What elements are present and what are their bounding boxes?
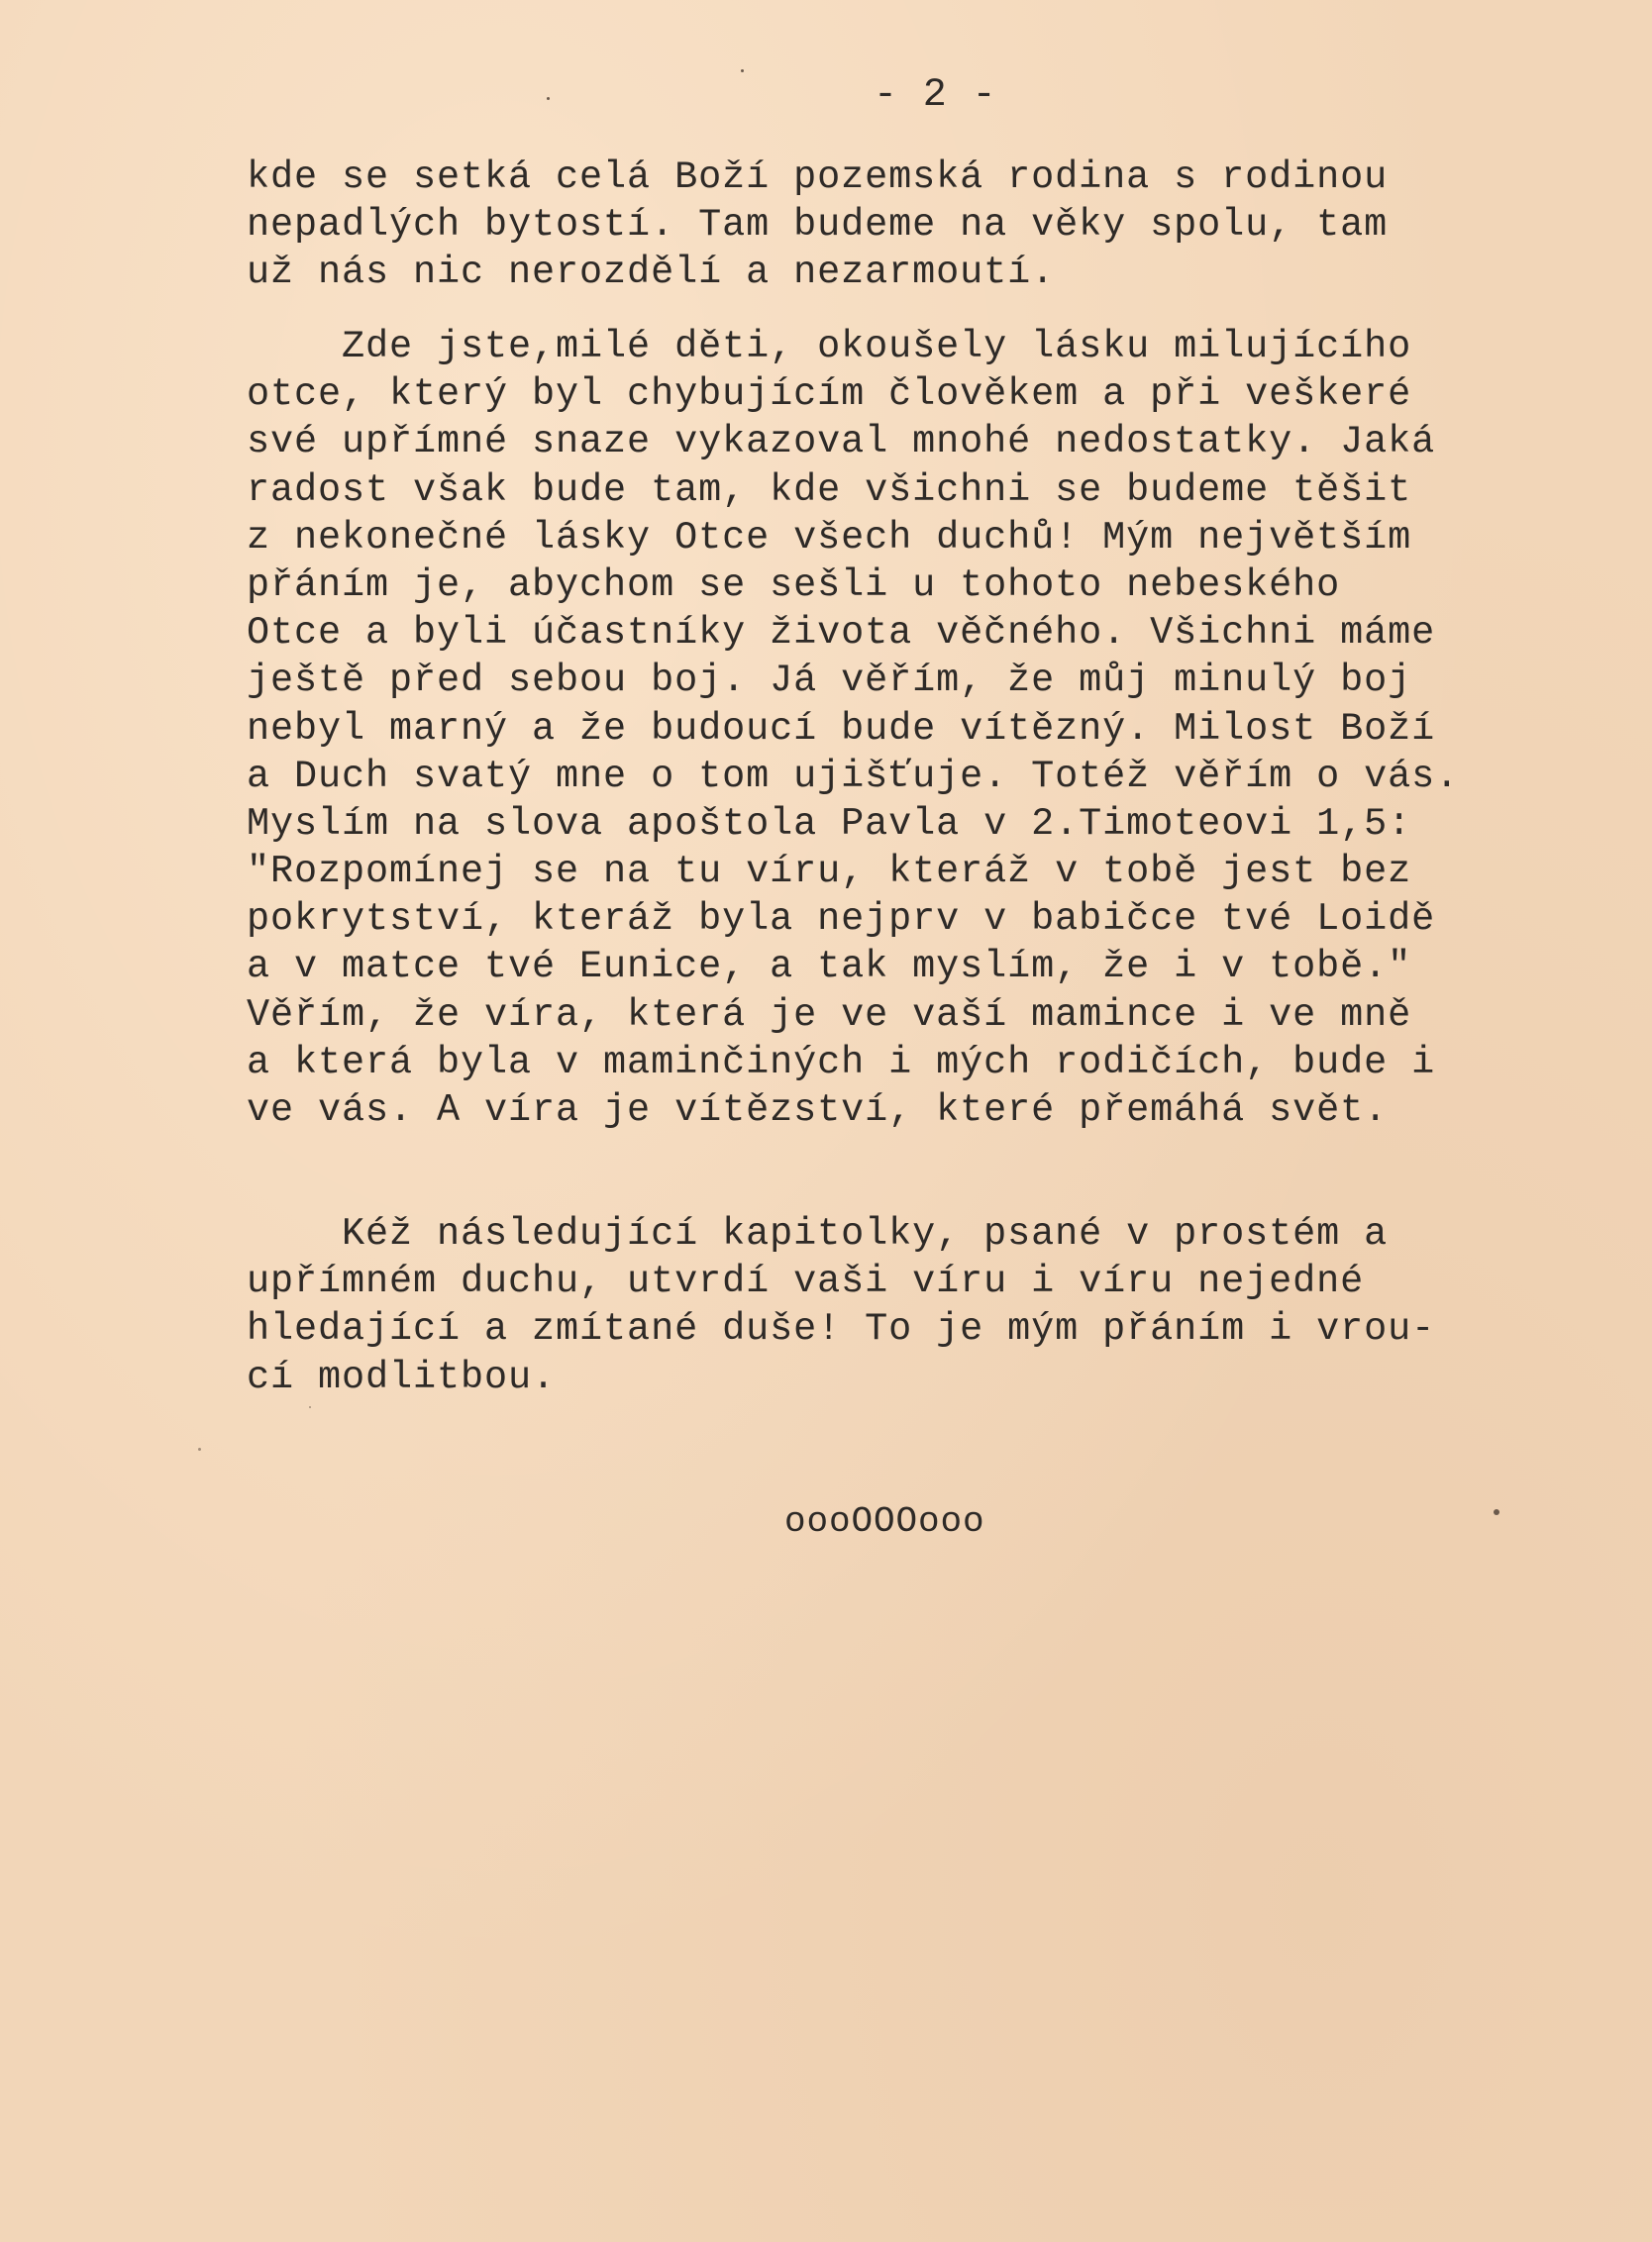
paper-speck [198, 1448, 201, 1451]
text-line: nebyl marný a že budoucí bude vítězný. Milost Boží [247, 706, 1436, 751]
paper-speck [309, 1406, 311, 1408]
text-line: a v matce tvé Eunice, a tak myslím, že i v tobě." [247, 945, 1412, 989]
paragraph-3 [247, 1210, 1574, 1401]
text-line: Otce a byli účastníky života věčného. Všichni máme [247, 611, 1436, 656]
text-line: nepadlých bytostí. Tam budeme na věky spolu, tam [247, 203, 1389, 248]
text-line: z nekonečné lásky Otce všech duchů! Mým největším [247, 515, 1412, 560]
text-line: Věřím, že víra, která je ve vaší mamince i ve mně [247, 992, 1412, 1037]
text-line: cí modlitbou. [247, 1355, 557, 1399]
text-line: otce, který byl chybujícím člověkem a při veškeré [247, 372, 1412, 417]
text-line: Kéž následující kapitolky, psané v prostém a [247, 1212, 1389, 1256]
paper-speck [1494, 1509, 1499, 1515]
paper-speck [741, 69, 744, 72]
text-line: ještě před sebou boj. Já věřím, že můj minulý boj [247, 659, 1412, 703]
text-line: Myslím na slova apoštola Pavla v 2.Timoteovi 1,5: [247, 801, 1412, 846]
text-line: radost však bude tam, kde všichni se budeme těšit [247, 467, 1412, 512]
paragraph-1 [247, 153, 1574, 297]
paper-speck [547, 97, 550, 100]
text-line: přáním je, abychom se sešli u tohoto nebeského [247, 562, 1341, 607]
section-separator: oooOOOooo [784, 1501, 985, 1542]
text-line: své upřímné snaze vykazoval mnohé nedostatky. Jaká [247, 420, 1436, 464]
text-line: "Rozpomínej se na tu víru, kteráž v tobě jest bez [247, 850, 1412, 894]
text-line: Zde jste,milé děti, okoušely lásku milujícího [247, 325, 1412, 368]
text-line: kde se setká celá Boží pozemská rodina s rodinou [247, 155, 1389, 199]
text-line: a která byla v maminčiných i mých rodičích, bude i [247, 1040, 1436, 1084]
text-line: hledající a zmítané duše! To je mým přáním i vrou- [247, 1307, 1436, 1352]
text-line: už nás nic nerozdělí a nezarmoutí. [247, 251, 1056, 295]
text-line: pokrytství, kteráž byla nejprv v babičce tvé Loidě [247, 897, 1436, 942]
page-number: - 2 - [874, 73, 997, 118]
text-line: a Duch svatý mne o tom ujišťuje. Totéž věřím o vás. [247, 754, 1460, 798]
paragraph-2 [247, 323, 1574, 1134]
text-line: ve vás. A víra je vítězství, které přemáhá svět. [247, 1088, 1389, 1132]
text-line: upřímném duchu, utvrdí vaši víru i víru nejedné [247, 1260, 1365, 1304]
